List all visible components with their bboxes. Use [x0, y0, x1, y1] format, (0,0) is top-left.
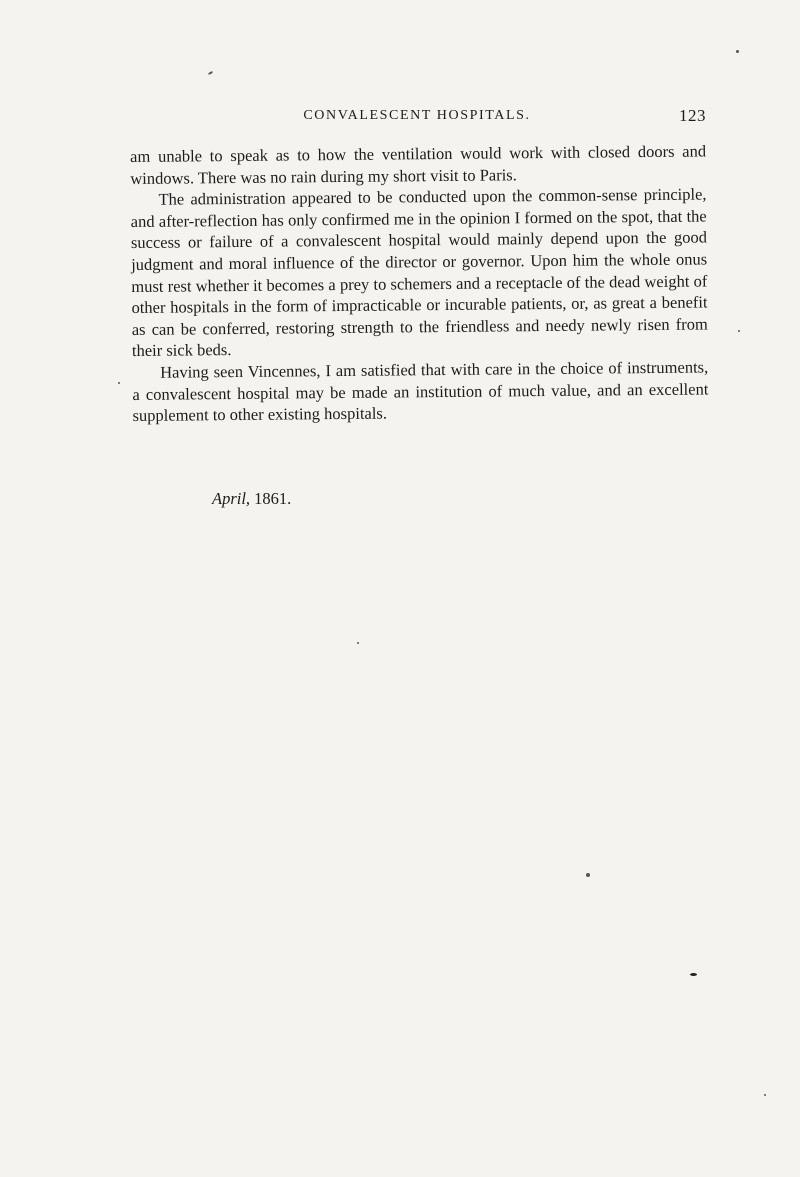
scan-speck	[738, 330, 740, 332]
closing-year: 1861.	[254, 489, 292, 508]
scan-speck	[764, 1094, 766, 1096]
closing-month: April,	[212, 489, 251, 508]
page-number: 123	[679, 106, 706, 125]
scan-speck	[208, 71, 213, 75]
running-title: CONVALESCENT HOSPITALS.	[303, 108, 531, 123]
paragraph-administration: The administration appeared to be conducted upon the common-sense principle, and after-reflection has only confirmed me in the opinion I formed on the spot, that the success or failure of a convalescent hospital would mainly depend upon the good judgment and moral influence of the director or governor. Upon him the whole onus must rest whether it becomes a prey to schemers and a receptacle of the dead weight of other hospitals in the form of impracticable or incurable patients, or, as great a benefit as can be conferred, restoring strength to the friendless and needy newly risen from their sick beds.	[130, 184, 708, 361]
paragraph-conclusion: Having seen Vincennes, I am satisfied that with care in the choice of instruments, a convalescent hospital may be made an institution of much value, and an excellent supplement to other existing hospitals.	[132, 357, 709, 426]
running-head	[128, 104, 706, 128]
scan-speck	[690, 973, 697, 976]
closing-date	[212, 488, 291, 510]
paragraph-continued: am unable to speak as to how the ventilation would work with closed doors and windows. There was no rain during my short visit to Paris.	[130, 141, 707, 188]
scan-speck	[586, 873, 590, 877]
scan-speck	[118, 382, 120, 384]
scan-speck	[357, 642, 359, 644]
body-text	[130, 140, 709, 426]
scan-speck	[736, 50, 739, 53]
